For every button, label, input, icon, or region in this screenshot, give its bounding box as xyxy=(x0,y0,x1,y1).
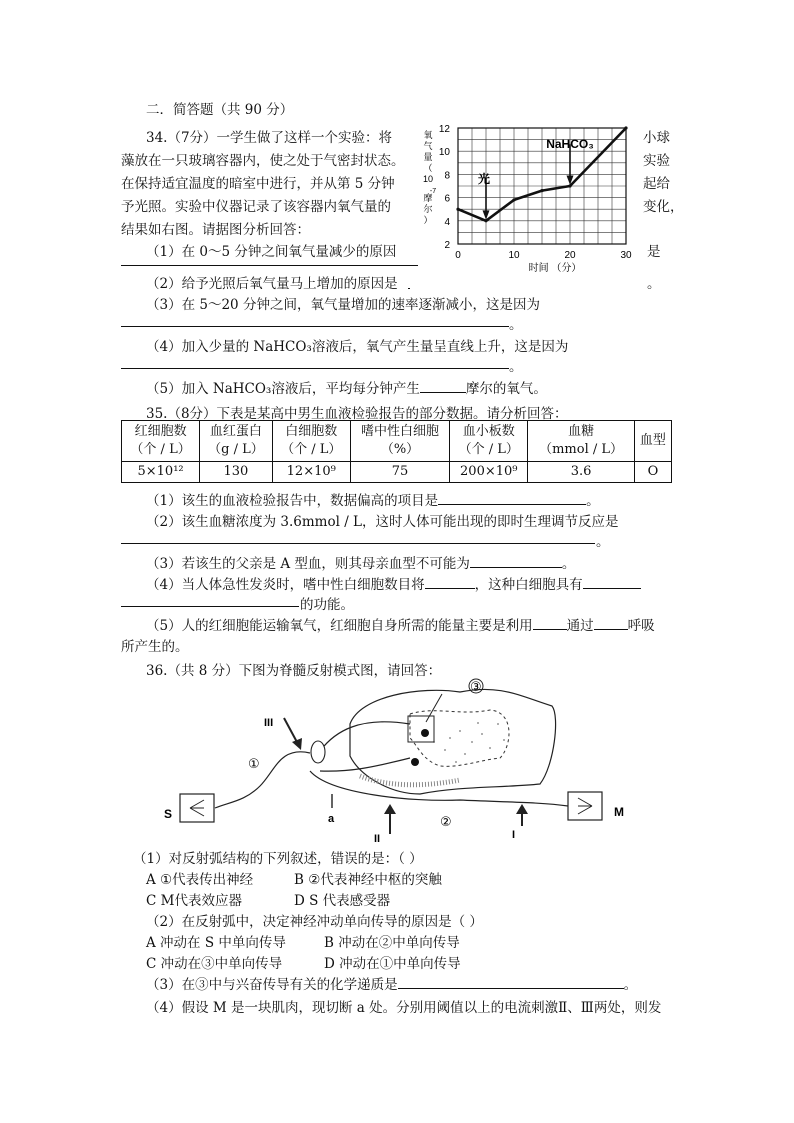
header-glucose xyxy=(528,421,634,462)
label-circle3: ③ xyxy=(470,679,482,694)
dorsal-root xyxy=(320,722,410,751)
q35-sub1-blank[interactable] xyxy=(438,492,586,505)
q35-sub5-text-b: 通过 xyxy=(566,618,594,634)
q36-sub1-opt-d[interactable]: D S 代表感受器 xyxy=(294,893,391,909)
grey-matter xyxy=(410,710,509,766)
y-tick-label: 10 xyxy=(438,147,450,159)
header-rbc xyxy=(122,421,200,462)
q36-sub2-opt-b[interactable]: B 冲动在②中单向传导 xyxy=(324,935,460,951)
header-neutrophil-line2: （%） xyxy=(380,442,420,457)
data-point xyxy=(456,208,459,211)
q35-sub4-blank2[interactable] xyxy=(583,576,641,589)
label-roman1: I xyxy=(512,829,516,841)
x-tick-label: 30 xyxy=(620,250,632,261)
q35-sub4-text-b: ，这种白细胞具有 xyxy=(474,577,583,593)
y-label-char: （ xyxy=(423,163,433,173)
data-point xyxy=(540,189,543,192)
q34-sub4: （4）加入少量的 NaHCO₃溶液后，氧气产生量呈直线上升，这是因为 xyxy=(146,339,569,355)
q35-sub3-blank[interactable] xyxy=(470,555,562,568)
q36-sub3 xyxy=(146,973,637,993)
q36-sub3-text: （3）在③中与兴奋传导有关的化学递质是 xyxy=(146,977,398,993)
q35-sub4-end: 的功能。 xyxy=(300,597,354,613)
motor-neuron-body xyxy=(411,758,419,766)
q34-sub5 xyxy=(146,377,547,397)
chart-grid xyxy=(458,128,626,244)
header-neutrophil-line1: 嗜中性白细胞 xyxy=(361,424,440,439)
header-bloodtype-line1: 血型 xyxy=(639,433,666,448)
label-M: M xyxy=(614,805,624,819)
table-row xyxy=(122,462,672,483)
value-glucose: 3.6 xyxy=(528,462,634,483)
header-rbc-line1: 红细胞数 xyxy=(134,424,187,439)
q35-sub3-end: 。 xyxy=(561,556,576,572)
chart-y-label xyxy=(423,129,436,225)
q36-intro: 36.（共 8 分）下图为脊髓反射模式图，请回答： xyxy=(146,663,442,679)
label-S: S xyxy=(164,807,173,821)
value-wbc: 12×10⁹ xyxy=(272,462,350,483)
blood-report-table xyxy=(121,420,672,483)
q36-sub2-opt-a[interactable]: A 冲动在 S 中单向传导 xyxy=(146,935,286,951)
header-platelet xyxy=(450,421,528,462)
value-hb: 130 xyxy=(200,462,273,483)
header-wbc-line2: （个 / L） xyxy=(281,442,342,457)
q35-sub2: （2）该生血糖浓度为 3.6mmol / L，这时人体可能出现的即时生理调节反应是 xyxy=(146,514,619,530)
q34-sub5-text-b: 摩尔的氧气。 xyxy=(465,381,547,397)
chart-x-label: 时间 （分） xyxy=(528,263,582,274)
header-glucose-line2: （mmol / L） xyxy=(539,442,624,457)
label-a: a xyxy=(328,813,335,825)
label-roman2: II xyxy=(374,833,381,845)
q35-sub3-text: （3）若该生的父亲是 A 型血，则其母亲血型不可能为 xyxy=(146,556,470,572)
section-title: 二．简答题（共 90 分） xyxy=(146,102,294,118)
header-glucose-line1: 血糖 xyxy=(568,424,595,439)
q34-sub4-blank[interactable] xyxy=(121,367,509,369)
y-label-char: 量 xyxy=(423,152,433,162)
label-roman3: III xyxy=(264,717,274,729)
q35-sub5-text-c: 呼吸 xyxy=(627,618,655,634)
q35-sub4-blank3[interactable] xyxy=(121,605,299,607)
dorsal-root-ganglion xyxy=(311,741,325,763)
q34-sub2-end: 。 xyxy=(647,276,661,292)
arrow-stim-3 xyxy=(284,718,298,744)
q34-sub3-blank[interactable] xyxy=(121,325,509,327)
y-label-char: 摩 xyxy=(423,193,433,203)
table-header-row xyxy=(122,421,672,462)
header-rbc-line2: （个 / L） xyxy=(130,442,191,457)
y-label-char: ） xyxy=(423,215,433,225)
y-label-char: 氧 xyxy=(423,130,433,140)
reflex-arc-diagram xyxy=(160,676,640,846)
y-label-char: 尔 xyxy=(423,204,433,214)
q34-intro-line2: 藻放在一只玻璃容器内，使之处于气密封状态。 xyxy=(121,153,405,169)
q34-sub1-blank[interactable] xyxy=(121,264,418,266)
q35-intro: 35.（8分）下表是某高中男生血液检验报告的部分数据。请分析回答： xyxy=(146,406,568,422)
q35-sub1-text: （1）该生的血液检验报告中，数据偏高的项目是 xyxy=(146,493,439,509)
q36-sub3-blank[interactable] xyxy=(398,976,624,989)
q35-sub1 xyxy=(146,489,600,509)
q35-sub2-end: 。 xyxy=(596,534,610,550)
y-tick-label: 8 xyxy=(444,170,450,182)
afferent-nerve xyxy=(215,752,310,808)
q36-sub2-opt-d[interactable]: D 冲动在①中单向传导 xyxy=(324,956,461,972)
q34-sub3-end: 。 xyxy=(509,317,523,333)
q34-intro-line3: 在保持适宜温度的暗室中进行，并从第 5 分钟 xyxy=(121,176,395,192)
header-platelet-line2: （个 / L） xyxy=(458,442,519,457)
q34-sub2: （2）给予光照后氧气量马上增加的原因是 xyxy=(146,276,398,292)
data-point xyxy=(512,198,515,201)
q34-sub2-blank[interactable] xyxy=(408,287,410,289)
q35-sub5 xyxy=(146,614,655,634)
header-hb-line2: （g / L） xyxy=(208,442,264,457)
q34-intro-line1: 34.（7分）一学生做了这样一个实验：将 xyxy=(146,130,393,146)
q36-sub1-opt-a[interactable]: A ①代表传出神经 xyxy=(146,872,254,888)
y-label-char: 10 xyxy=(422,174,434,184)
q34-intro-line4: 予光照。实验中仪器记录了该容器内氧气量的 xyxy=(121,199,391,215)
value-rbc: 5×10¹² xyxy=(122,462,200,483)
value-neutrophil: 75 xyxy=(350,462,449,483)
q35-sub5-text-a: （5）人的红细胞能运输氧气，红细胞自身所需的能量主要是利用 xyxy=(146,618,533,634)
q34-intro-line3-right: 起给 xyxy=(643,176,670,192)
label-circle1: ① xyxy=(248,756,260,771)
header-hb-line1: 血红蛋白 xyxy=(209,424,262,439)
q36-sub4: （4）假设 M 是一块肌肉，现切断 a 处。分别用阈值以上的电流刺激Ⅱ、Ⅲ两处，则发 xyxy=(146,1000,662,1016)
q35-sub4-text-a: （4）当人体急性发炎时，嗜中性白细胞数目将 xyxy=(146,577,425,593)
q34-sub5-text-a: （5）加入 NaHCO₃溶液后，平均每分钟产生 xyxy=(146,381,420,397)
header-wbc xyxy=(272,421,350,462)
data-point xyxy=(568,184,571,187)
x-tick-label: 0 xyxy=(455,250,461,261)
q36-sub3-end: 。 xyxy=(623,977,638,993)
efferent-nerve xyxy=(310,771,568,806)
q35-sub5-blank1[interactable] xyxy=(533,617,567,630)
q35-sub5-end: 所产生的。 xyxy=(121,639,189,655)
q35-sub2-blank[interactable] xyxy=(121,542,595,544)
value-platelet: 200×10⁹ xyxy=(450,462,528,483)
q35-sub4 xyxy=(146,573,641,593)
interneuron-body xyxy=(421,729,429,737)
header-hb xyxy=(200,421,273,462)
q34-sub1: （1）在 0～5 分钟之间氧气量减少的原因 xyxy=(146,244,397,260)
q35-sub3 xyxy=(146,552,575,572)
q34-intro-line1-right: 小球 xyxy=(643,130,670,146)
label-circle2: ② xyxy=(440,814,452,829)
header-wbc-line1: 白细胞数 xyxy=(285,424,338,439)
q34-intro-line2-right: 实验 xyxy=(643,153,670,169)
data-point xyxy=(624,126,627,129)
q34-sub3: （3）在 5～20 分钟之间，氧气量增加的速率逐渐减小，这是因为 xyxy=(146,297,540,313)
header-bloodtype xyxy=(634,421,671,462)
y-tick-label: 6 xyxy=(444,193,450,205)
x-tick-label: 20 xyxy=(564,250,576,261)
q36-sub1: （1）对反射弧结构的下列叙述，错误的是：（ ） xyxy=(133,851,423,867)
q34-sub5-blank[interactable] xyxy=(420,380,466,393)
q34-sub4-end: 。 xyxy=(509,359,523,375)
q36-sub2-opt-c[interactable]: C 冲动在③中单向传导 xyxy=(146,956,283,972)
q34-sub1-right: 是 xyxy=(647,244,661,260)
oxygen-chart xyxy=(412,118,640,278)
q35-sub1-end: 。 xyxy=(586,493,600,509)
y-tick-label: 12 xyxy=(438,124,450,135)
spinal-cord-outline xyxy=(350,689,556,794)
x-tick-label: 10 xyxy=(508,250,520,261)
data-point xyxy=(484,219,487,222)
annotation-light: 光 xyxy=(477,172,491,186)
q36-sub2: （2）在反射弧中，决定神经冲动单向传导的原因是（ ） xyxy=(146,914,483,930)
value-bloodtype: O xyxy=(634,462,671,483)
q34-intro-line5: 结果如右图。请据图分析回答： xyxy=(121,222,310,238)
q36-sub1-opt-b[interactable]: B ②代表神经中枢的突触 xyxy=(294,872,442,888)
header-neutrophil xyxy=(350,421,449,462)
annotation-nahco3: NaHCO₃ xyxy=(546,137,594,151)
q36-sub1-opt-c[interactable]: C M代表效应器 xyxy=(146,893,242,909)
y-label-char: 气 xyxy=(423,141,433,151)
q34-intro-line4-right: 变化， xyxy=(643,199,684,215)
header-platelet-line1: 血小板数 xyxy=(462,424,515,439)
q35-sub5-blank2[interactable] xyxy=(594,617,628,630)
y-label-char: -7 xyxy=(429,188,437,195)
y-tick-label: 4 xyxy=(444,216,450,228)
y-tick-label: 2 xyxy=(444,240,450,251)
synapse-box xyxy=(408,716,434,742)
white-matter-lower xyxy=(360,776,460,785)
ventral-root xyxy=(320,758,410,771)
q35-sub4-blank1[interactable] xyxy=(425,576,475,589)
